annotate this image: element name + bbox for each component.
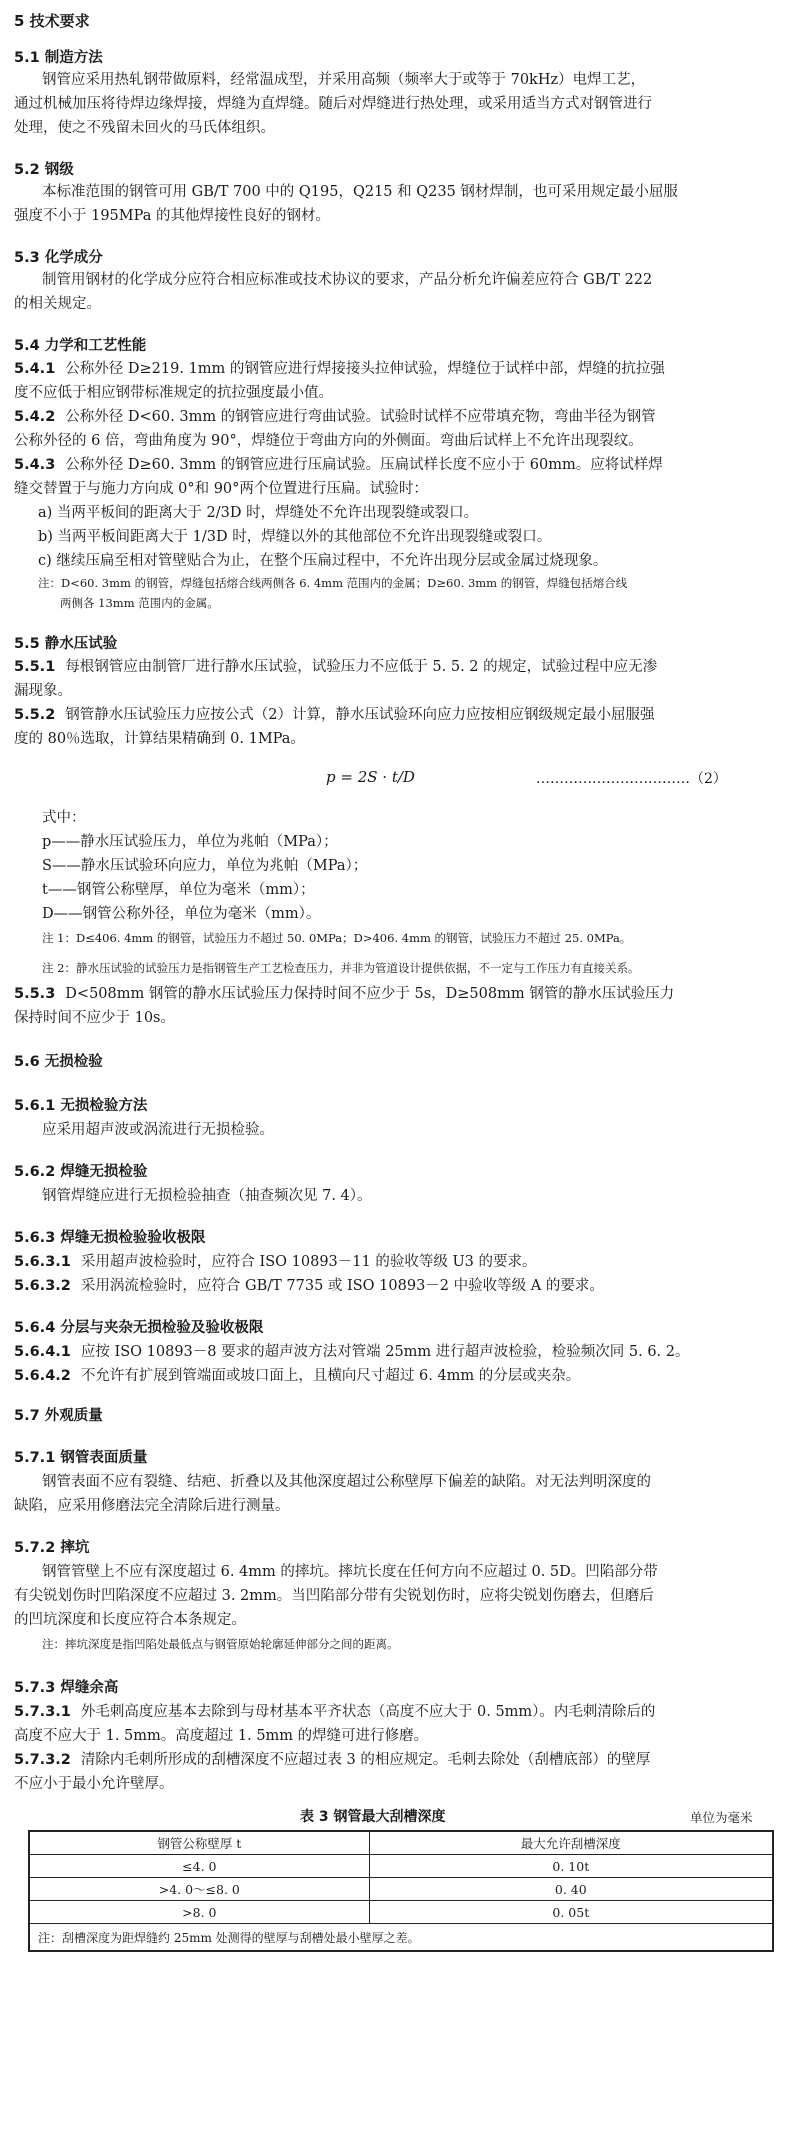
section-5-title: 5 技术要求 — [14, 12, 90, 30]
section-5-2-line: 强度不小于 195MPa 的其他焊接性良好的钢材。 — [14, 208, 330, 224]
table-3 — [28, 1830, 774, 1952]
paragraph: 的凹坑深度和长度应符合本条规定。 — [14, 1612, 246, 1628]
table-cell: >4. 0～≤8. 0 — [29, 1878, 369, 1901]
clause-5-5-3: 5.5.3 D<508mm 钢管的静水压试验压力保持时间不应少于 5s，D≥508mm 钢管的静水压试验压力 — [14, 986, 675, 1002]
list-item-c: c) 继续压扁至相对管壁贴合为止，在整个压扁过程中，不允许出现分层或金属过烧现象。 — [38, 553, 608, 569]
clause-5-7-3-2: 5.7.3.2 清除内毛刺所形成的刮槽深度不应超过表 3 的相应规定。毛刺去除处（刮槽底部）的壁厚 — [14, 1752, 651, 1768]
section-5-6-title: 5.6 无损检验 — [14, 1054, 103, 1070]
section-5-3-line: 制管用钢材的化学成分应符合相应标准或技术协议的要求，产品分析允许偏差应符合 GB/T 222 — [42, 272, 653, 288]
clause-line: 度不应低于相应钢带标准规定的抗拉强度最小值。 — [14, 385, 333, 401]
table-header-row — [29, 1831, 773, 1855]
section-5-4-title: 5.4 力学和工艺性能 — [14, 338, 147, 354]
section-5-1-line: 处理，使之不残留未回火的马氏体组织。 — [14, 120, 275, 136]
clause-line: 公称外径的 6 倍，弯曲角度为 90°，焊缝位于弯曲方向的外侧面。弯曲后试样上不允许出现裂纹。 — [14, 433, 643, 449]
clause-5-5-2: 5.5.2 钢管静水压试验压力应按公式（2）计算，静水压试验环向应力应按相应钢级规定最小屈服强 — [14, 707, 655, 723]
subsection-5-6-1: 5.6.1 无损检验方法 — [14, 1098, 148, 1114]
paragraph: 钢管焊缝应进行无损检验抽查（抽查频次见 7. 4）。 — [42, 1188, 372, 1204]
paragraph: 钢管表面不应有裂缝、结疤、折叠以及其他深度超过公称壁厚下偏差的缺陷。对无法判明深度的 — [42, 1474, 651, 1490]
subsection-5-7-1: 5.7.1 钢管表面质量 — [14, 1450, 148, 1466]
list-item-b: b) 当两平板间距离大于 1/3D 时，焊缝以外的其他部位不允许出现裂缝或裂口。 — [38, 529, 552, 545]
table-cell: 0. 05t — [369, 1901, 773, 1924]
subsection-5-6-2: 5.6.2 焊缝无损检验 — [14, 1164, 148, 1180]
paragraph: 钢管管壁上不应有深度超过 6. 4mm 的摔坑。摔坑长度在任何方向不应超过 0. 5D。凹陷部分带 — [42, 1564, 658, 1580]
variable-definition: t——钢管公称壁厚，单位为毫米（mm）； — [42, 882, 315, 898]
table-cell: 0. 10t — [369, 1855, 773, 1878]
clause-5-6-3-2: 5.6.3.2 采用涡流检验时，应符合 GB/T 7735 或 ISO 10893－2 中验收等级 A 的要求。 — [14, 1278, 604, 1294]
where-label: 式中： — [42, 810, 86, 826]
section-5-3-line: 的相关规定。 — [14, 296, 101, 312]
table-3-unit: 单位为毫米 — [690, 1810, 753, 1825]
section-5-1-title: 5.1 制造方法 — [14, 50, 103, 66]
clause-5-7-3-1: 5.7.3.1 外毛刺高度应基本去除到与母材基本平齐状态（高度不应大于 0. 5mm）。内毛刺清除后的 — [14, 1704, 656, 1720]
clause-line: 漏现象。 — [14, 683, 72, 699]
clause-line: 缝交替置于与施力方向成 0°和 90°两个位置进行压扁。试验时： — [14, 481, 428, 497]
note-line: 注：D<60. 3mm 的钢管，焊缝包括熔合线两侧各 6. 4mm 范围内的金属；D≥60. 3mm 的钢管，焊缝包括熔合线 — [38, 576, 628, 590]
section-5-2-title: 5.2 钢级 — [14, 162, 74, 178]
table-row — [29, 1878, 773, 1901]
subsection-5-6-4: 5.6.4 分层与夹杂无损检验及验收极限 — [14, 1320, 264, 1336]
clause-line: 不应小于最小允许壁厚。 — [14, 1776, 174, 1792]
table-cell: 0. 40 — [369, 1878, 773, 1901]
subsection-5-7-3: 5.7.3 焊缝余高 — [14, 1680, 119, 1696]
clause-line: 高度不应大于 1. 5mm。高度超过 1. 5mm 的焊缝可进行修磨。 — [14, 1728, 429, 1744]
formula-2: p = 2S · t/D — [326, 768, 415, 786]
clause-5-4-2: 5.4.2 公称外径 D<60. 3mm 的钢管应进行弯曲试验。试验时试样不应带填充物，弯曲半径为钢管 — [14, 409, 656, 425]
clause-5-4-1: 5.4.1 公称外径 D≥219. 1mm 的钢管应进行焊接接头拉伸试验，焊缝位于试样中部，焊缝的抗拉强 — [14, 361, 665, 377]
table-3-title: 表 3 钢管最大刮槽深度 — [300, 1809, 446, 1825]
table-note: 注：刮槽深度为距焊缝约 25mm 处测得的壁厚与刮槽处最小壁厚之差。 — [29, 1924, 773, 1952]
subsection-5-6-3: 5.6.3 焊缝无损检验验收极限 — [14, 1230, 206, 1246]
note-line: 注 1：D≤406. 4mm 的钢管，试验压力不超过 50. 0MPa；D>406. 4mm 的钢管，试验压力不超过 25. 0MPa。 — [42, 931, 632, 945]
table-cell: ≤4. 0 — [29, 1855, 369, 1878]
clause-5-6-4-1: 5.6.4.1 应按 ISO 10893－8 要求的超声波方法对管端 25mm 进行超声波检验，检验频次同 5. 6. 2。 — [14, 1344, 690, 1360]
variable-definition: D——钢管公称外径，单位为毫米（mm）。 — [42, 906, 321, 922]
section-5-1-line: 钢管应采用热轧钢带做原料，经常温成型，并采用高频（频率大于或等于 70kHz）电焊工艺， — [42, 72, 646, 88]
clause-5-4-3: 5.4.3 公称外径 D≥60. 3mm 的钢管应进行压扁试验。压扁试样长度不应小于 60mm。应将试样焊 — [14, 457, 663, 473]
variable-definition: p——静水压试验压力，单位为兆帕（MPa）； — [42, 834, 338, 850]
list-item-a: a) 当两平板间的距离大于 2/3D 时，焊缝处不允许出现裂缝或裂口。 — [38, 505, 479, 521]
paragraph: 有尖锐划伤时凹陷深度不应超过 3. 2mm。当凹陷部分带有尖锐划伤时，应将尖锐划伤磨去，但磨后 — [14, 1588, 654, 1604]
clause-5-5-1: 5.5.1 每根钢管应由制管厂进行静水压试验，试验压力不应低于 5. 5. 2 的规定，试验过程中应无渗 — [14, 659, 658, 675]
formula-number: ……………………………（2） — [536, 771, 727, 787]
section-5-1-line: 通过机械加压将待焊边缘焊接，焊缝为直焊缝。随后对焊缝进行热处理，或采用适当方式对钢管进行 — [14, 96, 652, 112]
note-line: 两侧各 13mm 范围内的金属。 — [60, 596, 219, 610]
clause-line: 度的 80％选取，计算结果精确到 0. 1MPa。 — [14, 731, 305, 747]
variable-definition: S——静水压试验环向应力，单位为兆帕（MPa）； — [42, 858, 368, 874]
clause-5-6-3-1: 5.6.3.1 采用超声波检验时，应符合 ISO 10893－11 的验收等级 U3 的要求。 — [14, 1254, 537, 1270]
note-line: 注 2：静水压试验的试验压力是指钢管生产工艺检查压力，并非为管道设计提供依据，不一定与工作压力有直接关系。 — [42, 961, 640, 975]
clause-5-6-4-2: 5.6.4.2 不允许有扩展到管端面或坡口面上，且横向尺寸超过 6. 4mm 的分层或夹杂。 — [14, 1368, 581, 1384]
table-header-cell: 最大允许刮槽深度 — [369, 1831, 773, 1855]
section-5-3-title: 5.3 化学成分 — [14, 250, 103, 266]
table-header-cell: 钢管公称壁厚 t — [29, 1831, 369, 1855]
note-line: 注：摔坑深度是指凹陷处最低点与钢管原始轮廓延伸部分之间的距离。 — [42, 1637, 399, 1651]
subsection-5-7-2: 5.7.2 摔坑 — [14, 1540, 90, 1556]
paragraph: 缺陷，应采用修磨法完全清除后进行测量。 — [14, 1498, 290, 1514]
clause-line: 保持时间不应少于 10s。 — [14, 1010, 176, 1026]
table-cell: >8. 0 — [29, 1901, 369, 1924]
table-note-row — [29, 1924, 773, 1952]
section-5-5-title: 5.5 静水压试验 — [14, 636, 118, 652]
section-5-7-title: 5.7 外观质量 — [14, 1408, 103, 1424]
section-5-2-line: 本标准范围的钢管可用 GB/T 700 中的 Q195，Q215 和 Q235 钢材焊制，也可采用规定最小屈服 — [42, 184, 678, 200]
paragraph: 应采用超声波或涡流进行无损检验。 — [42, 1122, 274, 1138]
table-row — [29, 1901, 773, 1924]
table-row — [29, 1855, 773, 1878]
